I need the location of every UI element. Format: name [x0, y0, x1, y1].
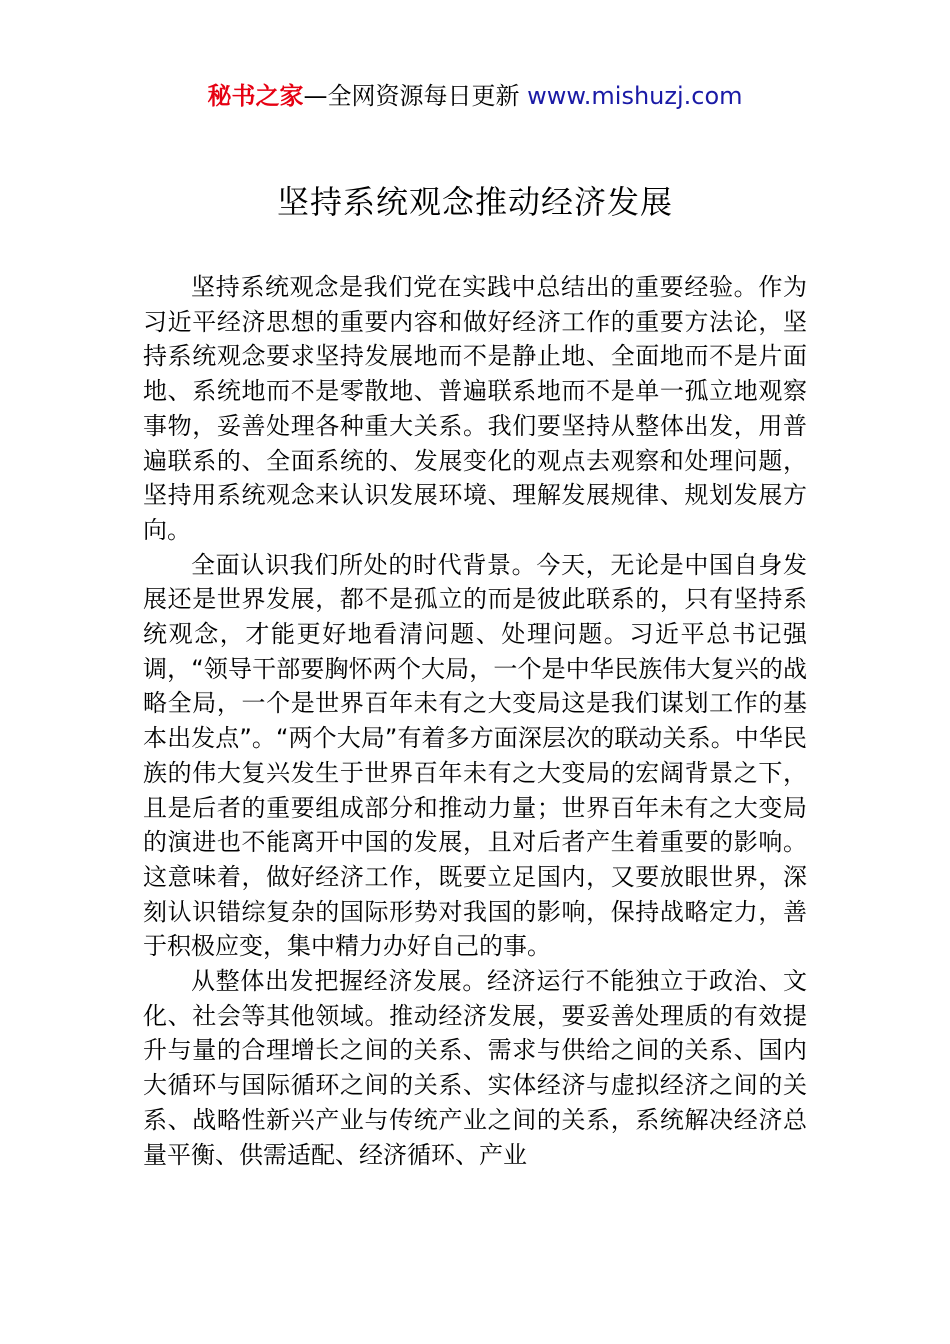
- document-body: [143, 270, 807, 1172]
- paragraph-1: 坚持系统观念是我们党在实践中总结出的重要经验。作为习近平经济思想的重要内容和做好经济工作的重要方法论，坚持系统观念要求坚持发展地而不是静止地、全面地而不是片面地、系统地而不是零散地、普遍联系地而不是单一孤立地观察事物，妥善处理各种重大关系。我们要坚持从整体出发，用普遍联系的、全面系统的、发展变化的观点去观察和处理问题，坚持用系统观念来认识发展环境、理解发展规律、规划发展方向。: [143, 273, 807, 544]
- paragraph-3: 从整体出发把握经济发展。经济运行不能独立于政治、文化、社会等其他领域。推动经济发展，要妥善处理质的有效提升与量的合理增长之间的关系、需求与供给之间的关系、国内大循环与国际循环之间的关系、实体经济与虚拟经济之间的关系、战略性新兴产业与传统产业之间的关系，系统解决经济总量平衡、供需适配、经济循环、产业: [143, 967, 807, 1169]
- header-tagline: —全网资源每日更新: [303, 82, 528, 110]
- paragraph-2: 全面认识我们所处的时代背景。今天，无论是中国自身发展还是世界发展，都不是孤立的而是彼此联系的，只有坚持系统观念，才能更好地看清问题、处理问题。习近平总书记强调，“领导干部要胸怀两个大局，一个是中华民族伟大复兴的战略全局，一个是世界百年未有之大变局这是我们谋划工作的基本出发点”。“两个大局”有着多方面深层次的联动关系。中华民族的伟大复兴发生于世界百年未有之大变局的宏阔背景之下，且是后者的重要组成部分和推动力量；世界百年未有之大变局的演进也不能离开中国的发展，且对后者产生着重要的影响。这意味着，做好经济工作，既要立足国内，又要放眼世界，深刻认识错综复杂的国际形势对我国的影响，保持战略定力，善于积极应变，集中精力办好自己的事。: [143, 550, 807, 961]
- brand-name: 秘书之家: [207, 82, 304, 110]
- site-header: [0, 80, 950, 112]
- site-url-link[interactable]: www.mishuzj.com: [527, 82, 743, 110]
- document-title: 坚持系统观念推动经济发展: [276, 183, 673, 221]
